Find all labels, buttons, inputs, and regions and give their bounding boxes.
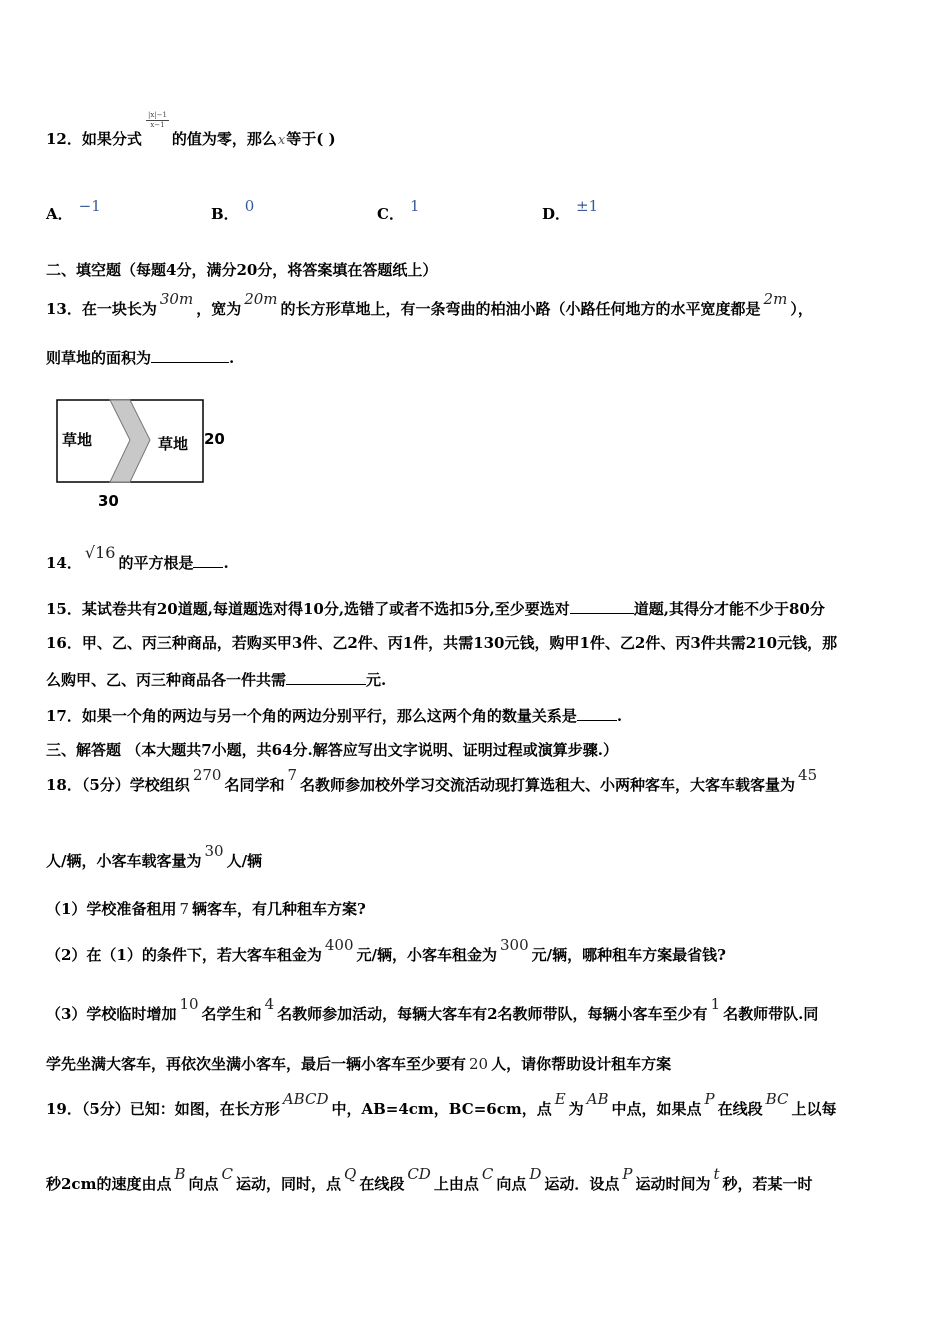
q16-answer-blank[interactable] (286, 683, 366, 685)
q19-stem: 19．（5分）已知：如图，在长方形ABCD中，AB=4cm，BC=6cm，点E为AB中点，如果点P在线段BC上以每 (46, 1090, 837, 1118)
q18-part1: （1）学校准备租用 7 辆客车，有几种租车方案? (46, 900, 366, 918)
q18-stem: 18．（5分）学校组织270名同学和7名教师参加校外学习交流活动现打算选租大、小两种客车，大客车载客量为45 (46, 766, 818, 794)
q14-answer-blank[interactable] (193, 566, 223, 568)
q13-figure (44, 398, 244, 510)
length-label: 30 (98, 492, 119, 510)
section3-title: 三、解答题 （本大题共7小题，共64分.解答应写出文字说明、证明过程或演算步骤.） (46, 741, 618, 759)
q12-option-d[interactable]: D． ±1 (542, 197, 599, 223)
q15-stem: 15．某试卷共有20道题,每道题选对得10分,选错了或者不选扣5分,至少要选对 道题,其得分才能不少于80分 (46, 600, 825, 618)
q18-line2: 人/辆，小客车载客量为30人/辆 (46, 842, 263, 870)
q18-part3-cont: 学先坐满大客车，再依次坐满小客车，最后一辆小客车至少要有 20 人，请你帮助设计租车方案 (46, 1055, 672, 1073)
q18-part2: （2）在（1）的条件下，若大客车租金为400元/辆，小客车租金为300元/辆，哪种租车方案最省钱? (46, 936, 726, 964)
q12-option-c[interactable]: C． 1 (377, 197, 420, 223)
q12-fraction: $\frac{|x|-1}{x-1}$ (148, 111, 167, 129)
q12-option-b[interactable]: B． 0 (211, 197, 255, 223)
q13-answer-line: 则草地的面积为 . (46, 349, 235, 367)
q17-stem: 17．如果一个角的两边与另一个角的两边分别平行，那么这两个角的数量关系是 . (46, 707, 623, 725)
q19-line2: 秒2cm的速度由点B向点C运动，同时，点Q在线段CD上由点C向点D运动．设点P运动时间为t秒，若某一时 (46, 1165, 813, 1193)
lawn-left-label: 草地 (62, 431, 93, 449)
q18-part3: （3）学校临时增加10名学生和4名教师参加活动，每辆大客车有2名教师带队，每辆小客车至少有1名教师带队.同 (46, 995, 819, 1023)
q17-answer-blank[interactable] (577, 719, 617, 721)
section2-title: 二、填空题（每题4分，满分20分，将答案填在答题纸上） (46, 261, 438, 279)
q15-answer-blank[interactable] (570, 612, 634, 614)
q16-line2: 么购甲、乙、丙三种商品各一件共需 元. (46, 671, 387, 689)
q13-answer-blank[interactable] (151, 361, 229, 363)
q12-option-a[interactable]: A． −1 (46, 197, 101, 223)
q16-line1: 16．甲、乙、丙三种商品，若购买甲3件、乙2件、丙1件，共需130元钱，购甲1件、乙2件、丙3件共需210元钱，那 (46, 634, 838, 652)
q13-stem: 13．在一块长为30m，宽为20m的长方形草地上，有一条弯曲的柏油小路（小路任何地方的水平宽度都是2m）， (46, 290, 813, 318)
lawn-right-label: 草地 (158, 435, 189, 453)
q12-stem: 12．如果分式 的值为零，那么x等于( ) (46, 130, 336, 148)
q14-stem: 14．√16的平方根是 . (46, 543, 229, 572)
width-label: 20 (204, 430, 225, 448)
